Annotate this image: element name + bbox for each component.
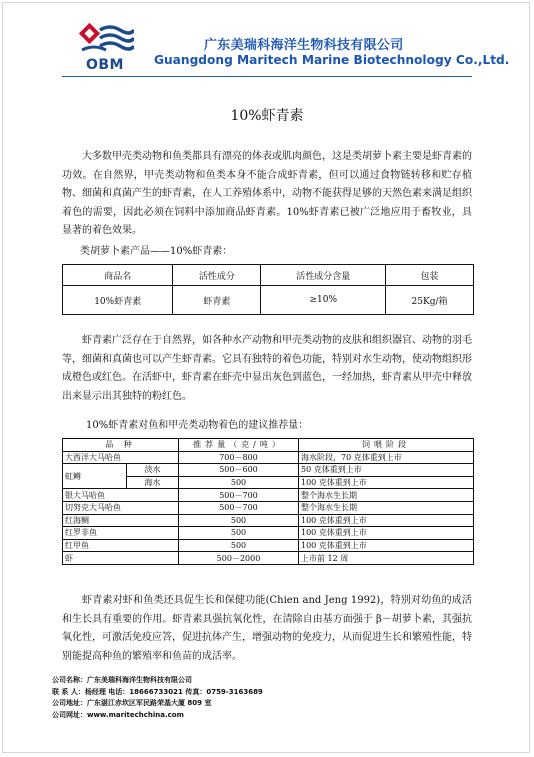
table-header-cell: 包装	[386, 265, 474, 286]
amount-cell: 500	[179, 514, 299, 527]
amount-cell: 500－600	[179, 464, 299, 477]
stage-cell: 50 克体重到上市	[299, 464, 474, 477]
amount-cell: 500	[179, 527, 299, 540]
logo-text: OBM	[85, 57, 124, 73]
stage-cell: 整个海水生长期	[299, 489, 474, 502]
table-header-cell: 活性成分含量	[261, 265, 386, 286]
species-cell: 红海鲷	[63, 514, 179, 527]
table-header-cell: 饲喂阶段	[299, 439, 474, 452]
footer-website: 公司网址：www.maritechchina.com	[52, 710, 184, 719]
table-row	[63, 552, 474, 565]
table-cell: ≥10%	[261, 286, 386, 315]
stage-cell: 海水阶段，70 克体重到上市	[299, 451, 474, 464]
dosage-table	[62, 438, 474, 565]
table-row	[63, 451, 474, 464]
contact-footer	[52, 675, 263, 721]
table-header-row	[63, 265, 474, 286]
amount-cell: 500	[179, 539, 299, 552]
table-cell: 10%虾青素	[63, 286, 173, 315]
table-header-cell: 推荐量（克/吨）	[179, 439, 299, 452]
properties-paragraph: 虾青素广泛存在于自然界，如各种水产动物和甲壳类动物的皮肤和组织器官、动物的羽毛等，细菌和真菌也可以产生虾青素。它具有独特的着色功能，特别对水生动物，使动物组织形成橙色或红色。在活虾中，虾青素在虾壳中显出灰色到蓝色，一经加热，虾青素从甲壳中释放出来显示出其独特的粉红色。	[62, 335, 472, 402]
document-title: 10%虾青素	[230, 108, 304, 124]
company-logo	[76, 22, 134, 80]
table-header-cell: 品 种	[63, 439, 179, 452]
amount-cell: 700－800	[179, 451, 299, 464]
header-divider	[62, 76, 472, 77]
intro-paragraph: 大多数甲壳类动物和鱼类都具有漂亮的体表或肌肉颜色，这是类胡萝卜素主要是虾青素的功效。在自然界，甲壳类动物和鱼类本身不能合成虾青素，但可以通过食物链转移和贮存植物、细菌和真菌产生的虾青素，在人工养殖体系中，动物不能获得足够的天然色素来满足组织着色的需要，因此必须在饲料中添加商品虾青素。10%虾青素已被广泛地应用于畜牧业，具显著的着色效果。	[62, 151, 472, 236]
amount-cell: 500－700	[179, 501, 299, 514]
table-header-cell: 活性成分	[173, 265, 261, 286]
company-name-en: Guangdong Maritech Marine Biotechnology Co.,Ltd.	[154, 53, 510, 67]
benefits-paragraph: 虾青素对虾和鱼类还具促生长和保健功能(Chien and Jeng 1992)，特别对幼鱼的成活和生长具有重要的作用。虾青素具强抗氧化性，在清除自由基方面强于 β－胡萝卜素，其强抗氧化性，可激活免疫应答，促进抗体产生，增强动物的免疫力，从而促进生长和繁殖性能，特别能提高种鱼的繁殖率和鱼苗的成活率。	[62, 595, 472, 662]
stage-cell: 100 克体重到上市	[299, 539, 474, 552]
table-cell: 虾青素	[173, 286, 261, 315]
amount-cell: 500－2000	[179, 552, 299, 565]
footer-contact: 联 系 人：杨经理 电话：18666733021 传真：0759-3163689	[52, 687, 263, 696]
letterhead	[0, 0, 534, 90]
table-row	[63, 501, 474, 514]
stage-cell: 上市前 12 周	[299, 552, 474, 565]
table-row	[63, 286, 474, 315]
stage-cell: 整个海水生长期	[299, 501, 474, 514]
species-cell: 大西洋大马哈鱼	[63, 451, 179, 464]
species-cell: 虾	[63, 552, 179, 565]
subtype-cell: 海水	[127, 476, 179, 489]
stage-cell: 100 克体重到上市	[299, 476, 474, 489]
table-row	[63, 489, 474, 502]
table-row	[63, 527, 474, 540]
table-row	[63, 514, 474, 527]
table-row	[63, 464, 474, 477]
species-cell: 切努克大马哈鱼	[63, 501, 179, 514]
table-header-row	[63, 439, 474, 452]
species-cell: 虹鳟	[63, 464, 127, 489]
table-cell: 25Kg/箱	[386, 286, 474, 315]
table-header-cell: 商品名	[63, 265, 173, 286]
footer-address: 公司地址：广东湛江赤坎区军民路荣基大厦 809 室	[52, 699, 212, 707]
footer-company: 公司名称：广东美瑞科海洋生物科技有限公司	[52, 676, 192, 684]
stage-cell: 100 克体重到上市	[299, 527, 474, 540]
species-cell: 红甲鱼	[63, 539, 179, 552]
species-cell: 红罗非鱼	[63, 527, 179, 540]
wave-logo-icon	[76, 22, 134, 58]
amount-cell: 500	[179, 476, 299, 489]
species-cell: 银大马哈鱼	[63, 489, 179, 502]
subtype-cell: 淡水	[127, 464, 179, 477]
dosage-label: 10%虾青素对鱼和甲壳类动物着色的建议推荐量：	[86, 420, 309, 431]
product-label: 类胡萝卜素产品——10%虾青素：	[80, 246, 233, 257]
table-row	[63, 539, 474, 552]
stage-cell: 100 克体重到上市	[299, 514, 474, 527]
company-name-cn: 广东美瑞科海洋生物科技有限公司	[204, 38, 404, 53]
amount-cell: 500－700	[179, 489, 299, 502]
product-table	[62, 264, 474, 315]
